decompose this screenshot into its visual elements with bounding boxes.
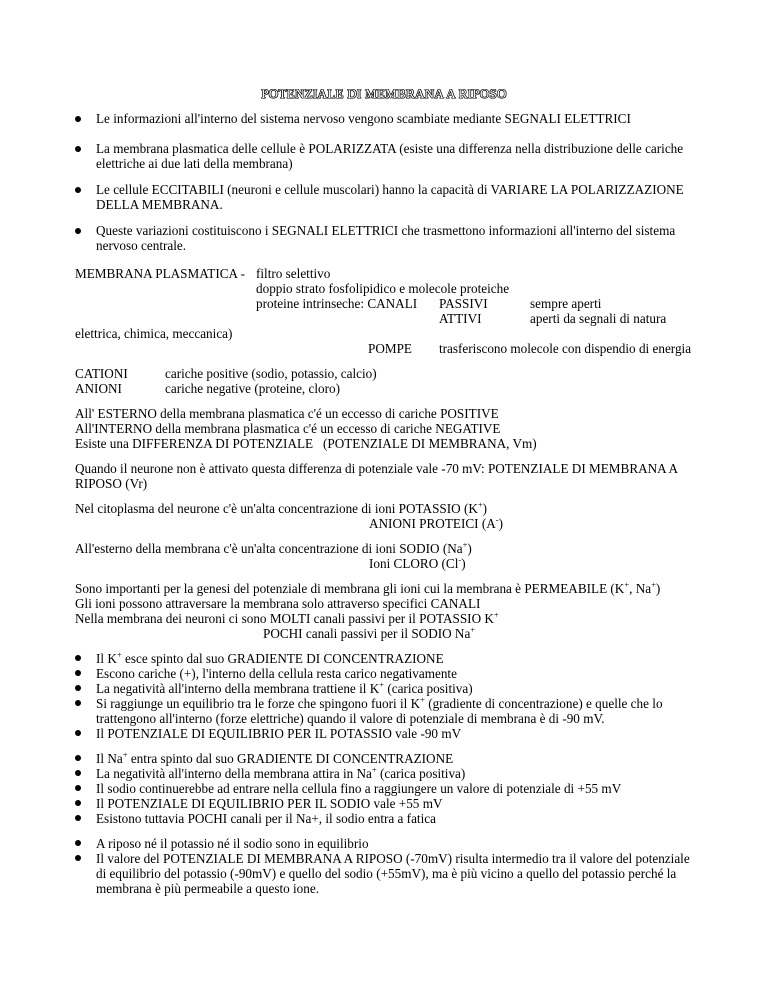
potassium-bullet: Il K+ esce spinto dal suo GRADIENTE DI CONCENTRAZIONE (96, 649, 444, 666)
bullet-dot (75, 730, 81, 736)
membrane-label: MEMBRANA PLASMATICA - (75, 266, 245, 281)
cation-desc: cariche positive (sodio, potassio, calcio) (165, 366, 377, 381)
bullet-dot (75, 855, 81, 861)
bullet-dot (75, 700, 81, 706)
charges-line: All'INTERNO della membrana plasmatica c'é un eccesso di cariche NEGATIVE (75, 421, 501, 436)
charges-line: All' ESTERNO della membrana plasmatica c'é un eccesso di cariche POSITIVE (75, 406, 499, 421)
channel-passivi: PASSIVI (439, 296, 488, 311)
intro-bullet: Queste variazioni costituiscono i SEGNALI ELETTRICI che trasmettono informazioni all'interno del sistema nervoso centrale. (96, 223, 676, 254)
charges-line: Esiste una DIFFERENZA DI POTENZIALE (POTENZIALE DI MEMBRANA, Vm) (75, 436, 537, 451)
permeability-line: Nella membrana dei neuroni ci sono MOLTI canali passivi per il POTASSIO K+ (75, 609, 499, 626)
sodium-bullet: Il sodio continuerebbe ad entrare nella cellula fino a raggiungere un valore di potenziale di +55 mV (96, 781, 622, 796)
exterior-line: All'esterno della membrana c'è un'alta concentrazione di ioni SODIO (Na+) (75, 539, 472, 556)
conclusion-bullet: Il valore del POTENZIALE DI MEMBRANA A RIPOSO (-70mV) risulta intermedio tra il valore del potenziale di equilibrio del potassio (-90mV) e quello del sodio (+55mV), ma è più vicino a quello del potassio perché la membrana è più permeabile a questo ione. (96, 851, 690, 897)
bullet-dot (75, 785, 81, 791)
channel-passivi-desc: sempre aperti (530, 296, 602, 311)
bullet-dot (75, 815, 81, 821)
conclusion-bullet: A riposo né il potassio né il sodio sono in equilibrio (96, 836, 369, 851)
bullet-dot (75, 755, 81, 761)
cation-label: CATIONI (75, 366, 128, 381)
bullet-dot (75, 187, 81, 193)
channel-attivi-desc: aperti da segnali di natura (530, 311, 667, 326)
membrane-line: filtro selettivo (256, 266, 331, 281)
bullet-dot (75, 685, 81, 691)
permeability-line: POCHI canali passivi per il SODIO Na+ (263, 624, 476, 641)
permeability-line: Sono importanti per la genesi del potenziale di membrana gli ioni cui la membrana è PERMEABILE (K+, Na+) (75, 579, 661, 596)
sodium-bullet: Il Na+ entra spinto dal suo GRADIENTE DI CONCENTRAZIONE (96, 749, 454, 766)
cytoplasm-line: ANIONI PROTEICI (A-) (369, 514, 503, 531)
potassium-bullet: Escono cariche (+), l'interno della cellula resta carico negativamente (96, 666, 457, 681)
page-title: POTENZIALE DI MEMBRANA A RIPOSO (261, 86, 507, 101)
exterior-line: Ioni CLORO (Cl-) (369, 554, 466, 571)
intro-bullet: La membrana plasmatica delle cellule è POLARIZZATA (esiste una differenza nella distribuzione delle cariche elettriche ai due lati della membrana) (96, 141, 684, 172)
bullet-dot (75, 840, 81, 846)
resting-line: RIPOSO (Vr) (75, 476, 148, 491)
bullet-dot (75, 655, 81, 661)
bullet-dot (75, 228, 81, 234)
anion-desc: cariche negative (proteine, cloro) (165, 381, 341, 396)
sodium-bullet: La negatività all'interno della membrana attira in Na+ (carica positiva) (96, 764, 466, 781)
bullet-dot (75, 116, 81, 122)
pump-label: POMPE (368, 341, 412, 356)
pump-desc: trasferiscono molecole con dispendio di energia (439, 341, 692, 356)
resting-line: Quando il neurone non è attivato questa differenza di potenziale vale -70 mV: POTENZIALE DI MEMBRANA A (75, 461, 679, 476)
membrane-line: doppio strato fosfolipidico e molecole proteiche (256, 281, 510, 296)
sodium-bullet: Esistono tuttavia POCHI canali per il Na+, il sodio entra a fatica (96, 811, 436, 826)
cytoplasm-line: Nel citoplasma del neurone c'è un'alta concentrazione di ioni POTASSIO (K+) (75, 499, 488, 516)
anion-label: ANIONI (75, 381, 122, 396)
bullet-dot (75, 146, 81, 152)
channel-attivi: ATTIVI (439, 311, 482, 326)
bullet-dot (75, 670, 81, 676)
potassium-bullet: Si raggiunge un equilibrio tra le forze che spingono fuori il K+ (gradiente di concentrazione) e quelle che lo trattengono all'interno (forze elettriche) quando il valore di potenziale di membrana è di -90 mV. (96, 694, 663, 727)
intro-bullet: Le cellule ECCITABILI (neuroni e cellule muscolari) hanno la capacità di VARIARE LA POLARIZZAZIONE DELLA MEMBRANA. (96, 182, 684, 213)
intro-bullet: Le informazioni all'interno del sistema nervoso vengono scambiate mediante SEGNALI ELETTRICI (96, 111, 631, 126)
bullet-dot (75, 800, 81, 806)
bullet-dot (75, 770, 81, 776)
potassium-bullet: Il POTENZIALE DI EQUILIBRIO PER IL POTASSIO vale -90 mV (96, 726, 462, 741)
membrane-wrap: elettrica, chimica, meccanica) (75, 326, 233, 341)
sodium-bullet: Il POTENZIALE DI EQUILIBRIO PER IL SODIO vale +55 mV (96, 796, 443, 811)
membrane-line: proteine intrinseche: CANALI (256, 296, 418, 311)
permeability-line: Gli ioni possono attraversare la membrana solo attraverso specifici CANALI (75, 596, 481, 611)
potassium-bullet: La negatività all'interno della membrana trattiene il K+ (carica positiva) (96, 679, 473, 696)
